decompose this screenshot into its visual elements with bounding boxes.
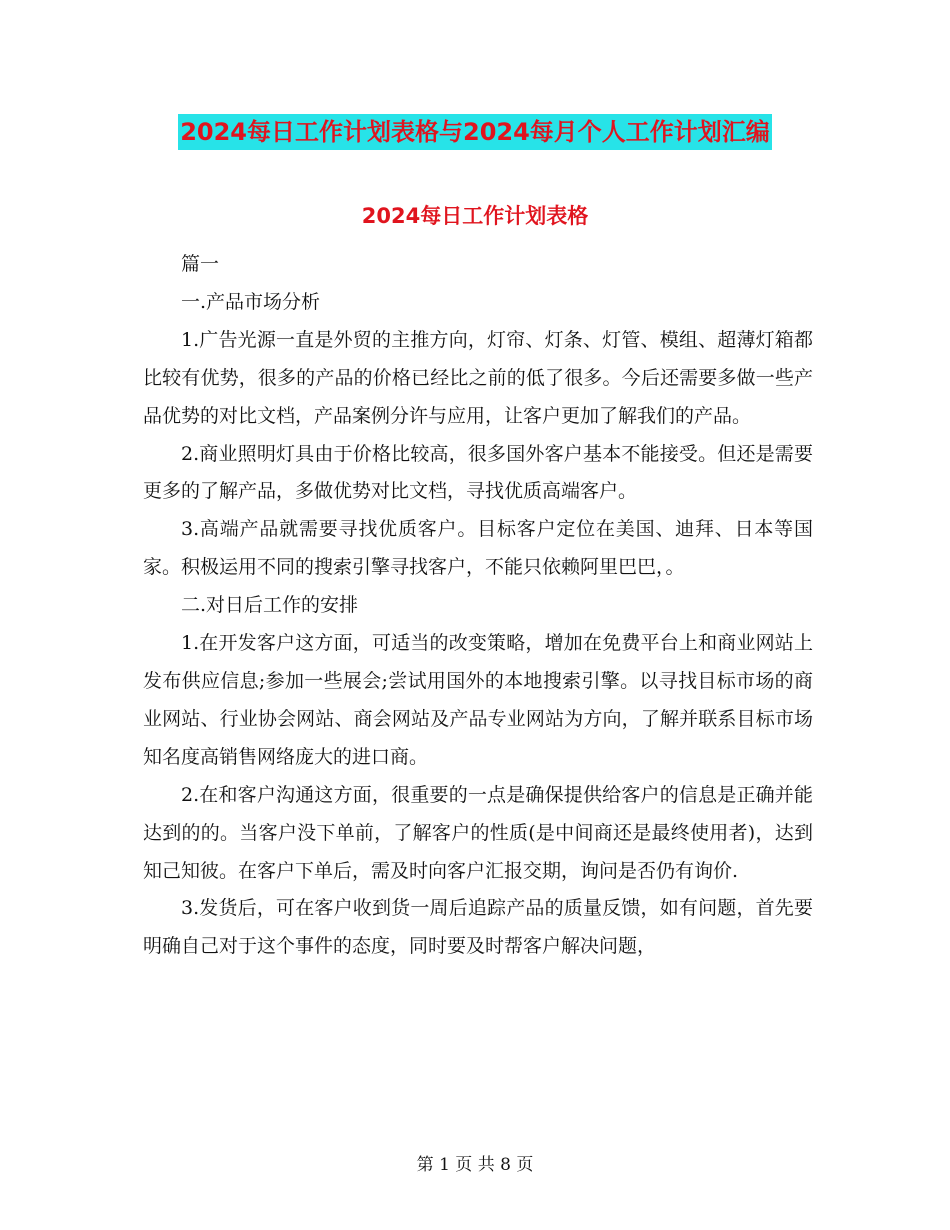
paragraph: 3.发货后，可在客户收到货一周后追踪产品的质量反馈，如有问题，首先要明确自己对于这个事件的态度，同时要及时帮客户解决问题， (143, 897, 813, 958)
paragraph: 3.高端产品就需要寻找优质客户。目标客户定位在美国、迪拜、日本等国家。积极运用不同的搜索引擎寻找客户，不能只依赖阿里巴巴，。 (143, 518, 813, 579)
document-body (143, 246, 813, 966)
document-title: 2024每日工作计划表格与2024每月个人工作计划汇编 (178, 114, 772, 150)
paragraph: 1.广告光源一直是外贸的主推方向，灯帘、灯条、灯管、模组、超薄灯箱都比较有优势，很多的产品的价格已经比之前的低了很多。今后还需要多做一些产品优势的对比文档，产品案例分许与应用，让客户更加了解我们的产品。 (143, 328, 813, 427)
document-title-container (0, 114, 950, 150)
paragraph: 2.在和客户沟通这方面，很重要的一点是确保提供给客户的信息是正确并能达到的的。当客户没下单前，了解客户的性质(是中间商还是最终使用者)，达到知己知彼。在客户下单后，需及时向客户汇报交期，询问是否仍有询价. (143, 783, 813, 882)
paragraph: 2.商业照明灯具由于价格比较高，很多国外客户基本不能接受。但还是需要更多的了解产品，多做优势对比文档，寻找优质高端客户。 (143, 442, 813, 503)
paragraph: 1.在开发客户这方面，可适当的改变策略，增加在免费平台上和商业网站上发布供应信息;参加一些展会;尝试用国外的本地搜索引擎。以寻找目标市场的商业网站、行业协会网站、商会网站及产品专业网站为方向，了解并联系目标市场知名度高销售网络庞大的进口商。 (143, 632, 813, 768)
page-number-footer: 第 1 页 共 8 页 (416, 1155, 534, 1175)
paragraph-heading-market-analysis: 一.产品市场分析 (181, 290, 321, 313)
paragraph-heading-work-arrangement: 二.对日后工作的安排 (181, 594, 359, 617)
section-title: 2024每日工作计划表格 (361, 204, 589, 228)
paragraph-part-heading: 篇一 (181, 253, 220, 275)
